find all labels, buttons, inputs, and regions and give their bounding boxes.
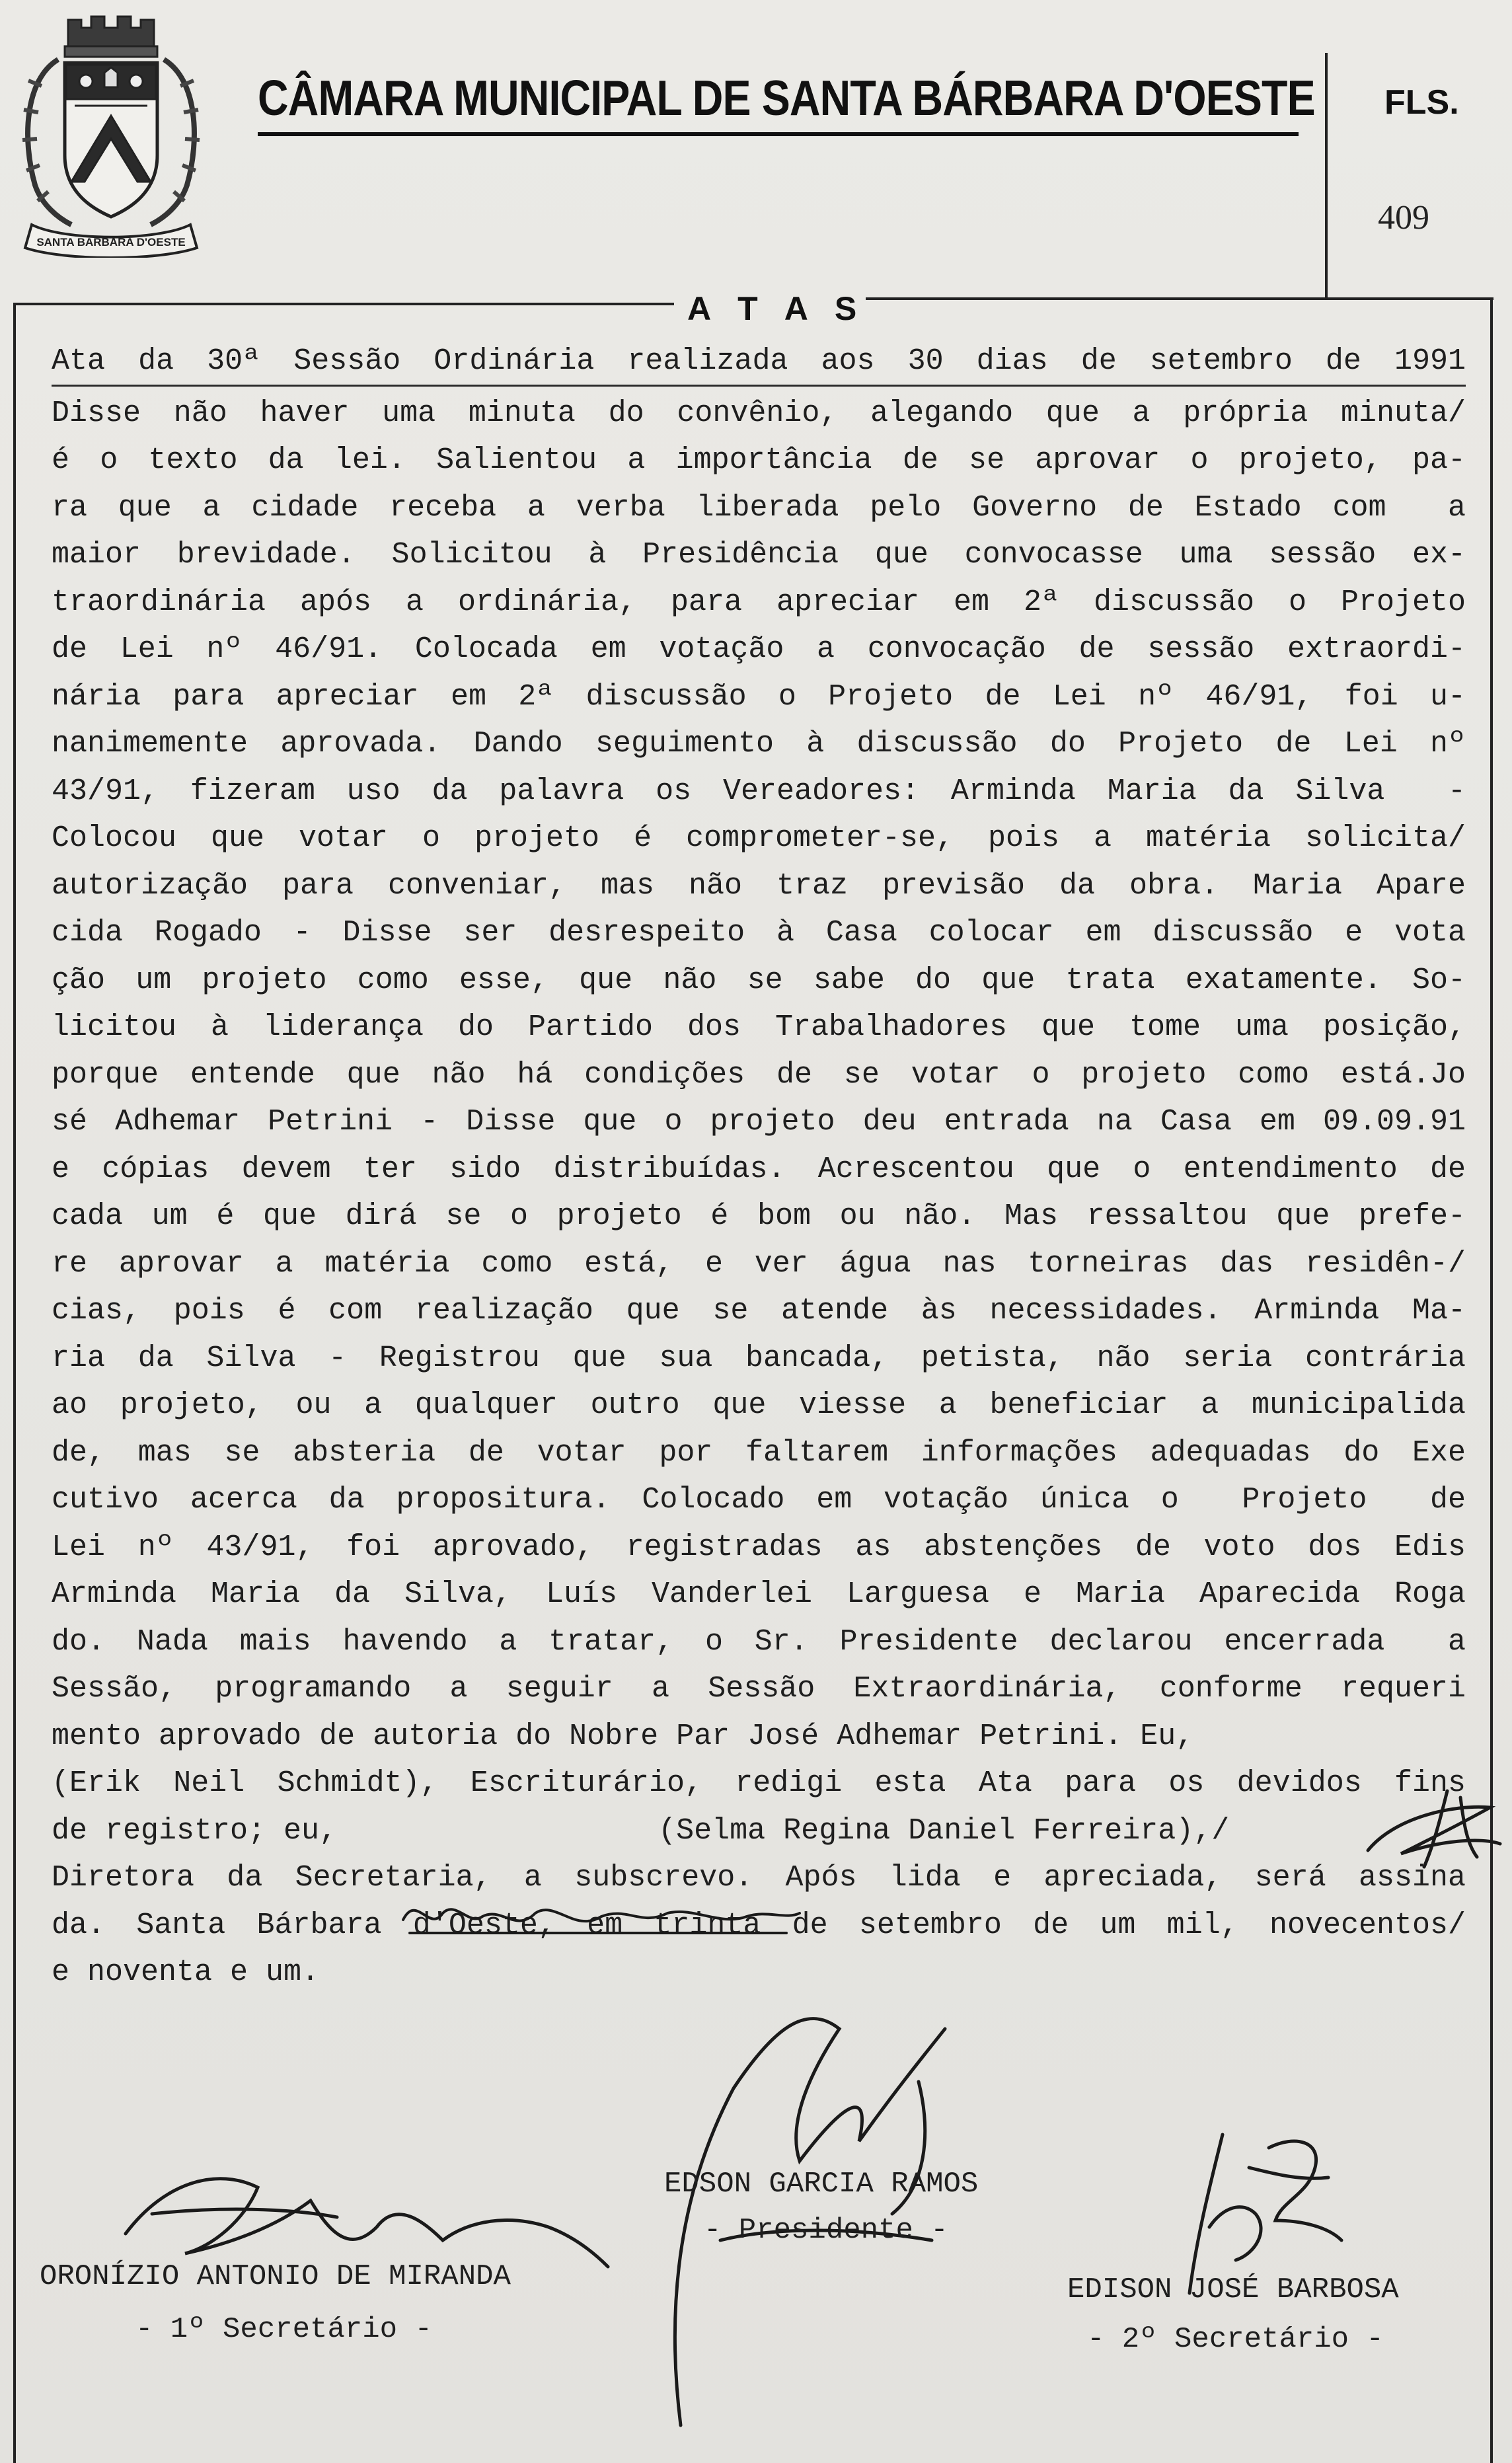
minutes-line: ao projeto, ou a qualquer outro que viesse a beneficiar a municipalida: [52, 1388, 1466, 1422]
minutes-line: Diretora da Secretaria, a subscrevo. Após lida e apreciada, será assina: [52, 1861, 1466, 1895]
minutes-line: cida Rogado - Disse ser desrespeito à Casa colocar em discussão e vota: [52, 916, 1466, 950]
minutes-body: [52, 340, 1466, 1996]
president-name: EDSON GARCIA RAMOS: [664, 2168, 979, 2201]
crest-motto: SANTA BÁRBARA D'OESTE: [36, 236, 186, 248]
header-rule: [258, 132, 1299, 136]
minutes-line: da. Santa Bárbara d'Oeste, em trinta de setembro de um mil, novecentos/: [52, 1908, 1466, 1942]
minutes-line: 43/91, fizeram uso da palavra os Vereadores: Arminda Maria da Silva -: [52, 774, 1466, 808]
institution-name: CÂMARA MUNICIPAL DE SANTA BÁRBARA D'OESTE: [258, 70, 1315, 126]
minutes-line: e cópias devem ter sido distribuídas. Acrescentou que o entendimento de: [52, 1152, 1466, 1186]
second-secretary-title: - 2º Secretário -: [1087, 2323, 1384, 2356]
minutes-line: cutivo acerca da propositura. Colocado em votação única o Projeto de: [52, 1483, 1466, 1517]
fls-label: FLS.: [1384, 83, 1459, 122]
page-number: 409: [1378, 199, 1429, 237]
president-title: - Presidente -: [704, 2214, 948, 2247]
minutes-line: é o texto da lei. Salientou a importância de se aprovar o projeto, pa-: [52, 443, 1466, 477]
minutes-line: traordinária após a ordinária, para apreciar em 2ª discussão o Projeto: [52, 585, 1466, 619]
minutes-line: licitou à liderança do Partido dos Trabalhadores que tome uma posição,: [52, 1010, 1466, 1044]
minutes-line: de Lei nº 46/91. Colocada em votação a convocação de sessão extraordi-: [52, 632, 1466, 666]
minutes-line: (Erik Neil Schmidt), Escriturário, redigi esta Ata para os devidos fins: [52, 1766, 1466, 1800]
minutes-line: e noventa e um.: [52, 1955, 320, 1989]
minutes-line: sé Adhemar Petrini - Disse que o projeto deu entrada na Casa em 09.09.91: [52, 1105, 1466, 1139]
minutes-line: nária para apreciar em 2ª discussão o Projeto de Lei nº 46/91, foi u-: [52, 679, 1466, 714]
minutes-line: mento aprovado de autoria do Nobre Par José Adhemar Petrini. Eu,: [52, 1719, 1194, 1753]
frame-right-border: [1490, 297, 1493, 2463]
first-secretary-name: ORONÍZIO ANTONIO DE MIRANDA: [40, 2260, 511, 2293]
minutes-line: re aprovar a matéria como está, e ver água nas torneiras das residên-/: [52, 1246, 1466, 1281]
minutes-line: do. Nada mais havendo a tratar, o Sr. Presidente declarou encerrada a: [52, 1624, 1466, 1659]
first-secretary-title: - 1º Secretário -: [135, 2313, 432, 2346]
minutes-line: Arminda Maria da Silva, Luís Vanderlei Larguesa e Maria Aparecida Roga: [52, 1577, 1466, 1611]
minutes-line: ra que a cidade receba a verba liberada pelo Governo de Estado com a: [52, 490, 1466, 525]
minutes-line: nanimemente aprovada. Dando seguimento à discussão do Projeto de Lei nº: [52, 727, 1466, 761]
minutes-line: maior brevidade. Solicitou à Presidência que convocasse uma sessão ex-: [52, 538, 1466, 572]
minutes-line: cada um é que dirá se o projeto é bom ou não. Mas ressaltou que prefe-: [52, 1199, 1466, 1233]
scribe-initials-signature: [1355, 1778, 1507, 1883]
minutes-line: porque entende que não há condições de se votar o projeto como está.Jo: [52, 1057, 1466, 1092]
second-secretary-name: EDISON JOSÉ BARBOSA: [1067, 2273, 1399, 2306]
minutes-line: Sessão, programando a seguir a Sessão Extraordinária, conforme requeri: [52, 1672, 1466, 1706]
minutes-line: cias, pois é com realização que se atende às necessidades. Arminda Ma-: [52, 1294, 1466, 1328]
minutes-line: ria da Silva - Registrou que sua bancada, petista, não seria contrária: [52, 1341, 1466, 1375]
minutes-title: Ata da 30ª Sessão Ordinária realizada aos 30 dias de setembro de 1991: [52, 340, 1466, 387]
minutes-line: de registro; eu, (Selma Regina Daniel Ferreira),/: [52, 1813, 1230, 1848]
minutes-line: de, mas se absteria de votar por faltarem informações adequadas do Exe: [52, 1435, 1466, 1470]
section-rule-right: [866, 297, 1493, 300]
minutes-line: Lei nº 43/91, foi aprovado, registradas as abstenções de voto dos Edis: [52, 1530, 1466, 1564]
section-title: A T A S: [687, 290, 866, 327]
director-signature: [390, 1887, 813, 1946]
minutes-line: ção um projeto como esse, que não se sabe do que trata exatamente. So-: [52, 963, 1466, 997]
header-divider: [1325, 53, 1328, 297]
minutes-line: autorização para conveniar, mas não traz previsão da obra. Maria Apare: [52, 868, 1466, 903]
frame-left-border: [13, 303, 16, 2463]
minutes-line: Disse não haver uma minuta do convênio, alegando que a própria minuta/: [52, 396, 1466, 430]
coat-of-arms-logo: [12, 7, 210, 258]
minutes-line: Colocou que votar o projeto é comprometer-se, pois a matéria solicita/: [52, 821, 1466, 855]
section-rule-left: [13, 303, 674, 305]
